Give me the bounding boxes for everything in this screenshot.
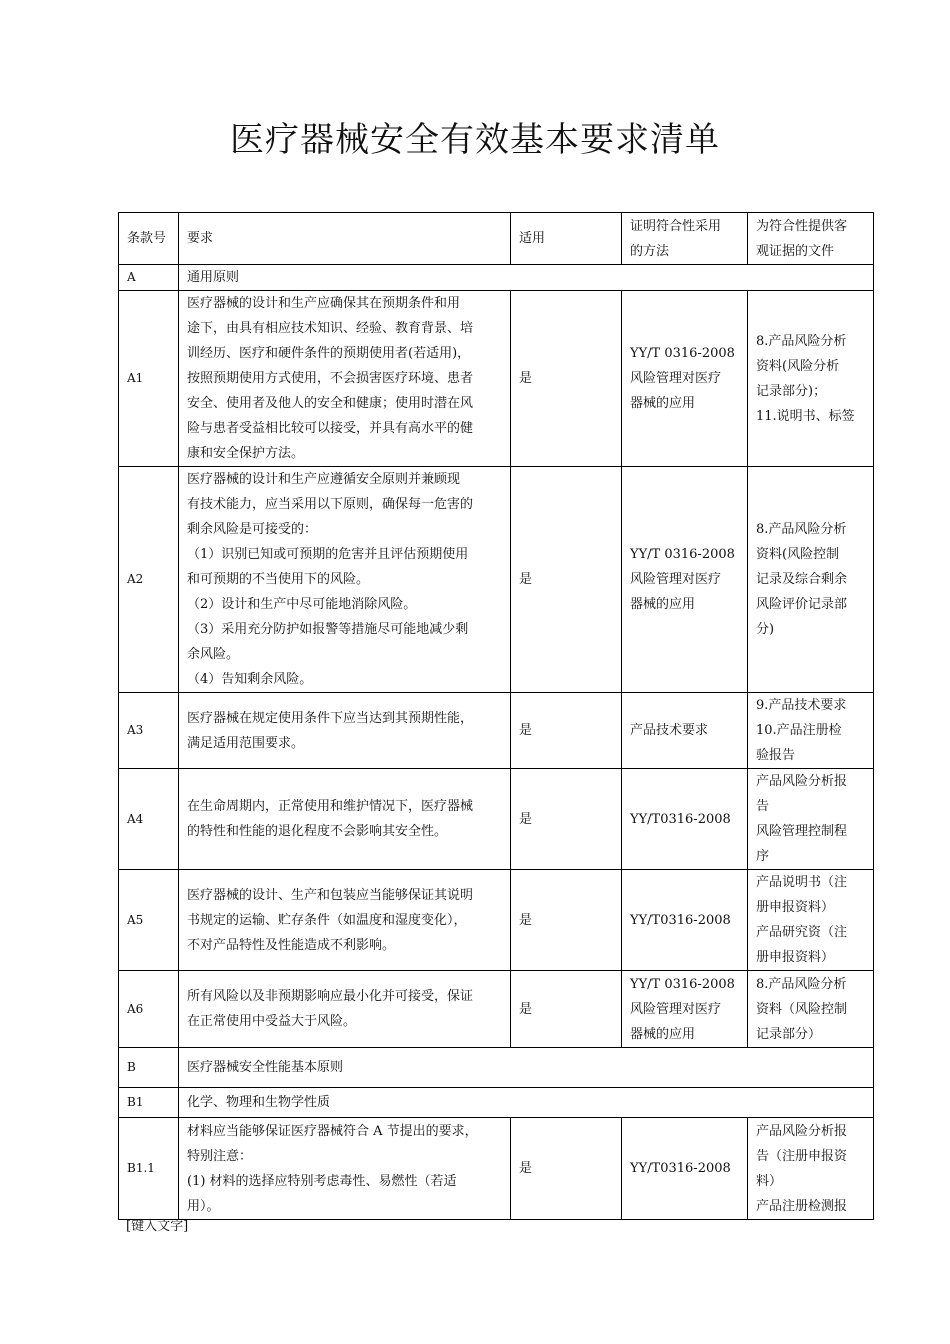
table-row (119, 971, 874, 1048)
page-title: 医疗器械安全有效基本要求清单 (230, 120, 720, 160)
method-text: YY/T0316-2008 (622, 870, 748, 971)
evidence-docs: 9.产品技术要求 10.产品注册检 验报告 (748, 693, 874, 769)
method-text: YY/T 0316-2008 风险管理对医疗 器械的应用 (622, 971, 748, 1048)
clause-code: A4 (119, 769, 179, 870)
applicable-value: 是 (511, 870, 622, 971)
clause-code: A3 (119, 693, 179, 769)
section-code: A (119, 265, 179, 291)
applicable-value: 是 (511, 693, 622, 769)
header-requirement: 要求 (179, 213, 511, 265)
applicable-value: 是 (511, 1118, 622, 1220)
method-text: YY/T0316-2008 (622, 769, 748, 870)
section-code: B1 (119, 1088, 179, 1118)
applicable-value: 是 (511, 971, 622, 1048)
method-text: YY/T0316-2008 (622, 1118, 748, 1220)
table-row (119, 870, 874, 971)
section-row (119, 1048, 874, 1088)
applicable-value: 是 (511, 291, 622, 467)
requirement-text: 医疗器械在规定使用条件下应当达到其预期性能， 满足适用范围要求。 (179, 693, 511, 769)
evidence-docs: 产品风险分析报 告 风险管理控制程 序 (748, 769, 874, 870)
requirement-text: 材料应当能够保证医疗器械符合 A 节提出的要求， 特别注意： (1) 材料的选择应特别考虑毒性、易燃性（若适 用）。 (179, 1118, 511, 1220)
clause-code: A2 (119, 467, 179, 693)
evidence-docs: 产品说明书（注 册申报资料） 产品研究资（注 册申报资料） (748, 870, 874, 971)
header-method: 证明符合性采用 的方法 (622, 213, 748, 265)
table-header-row (119, 213, 874, 265)
section-title: 通用原则 (179, 265, 874, 291)
requirement-text: 所有风险以及非预期影响应最小化并可接受，保证 在正常使用中受益大于风险。 (179, 971, 511, 1048)
clause-code: B1.1 (119, 1118, 179, 1220)
header-docs: 为符合性提供客 观证据的文件 (748, 213, 874, 265)
clause-code: A6 (119, 971, 179, 1048)
requirements-table (118, 212, 874, 1220)
section-row (119, 1088, 874, 1118)
requirement-text: 医疗器械的设计和生产应确保其在预期条件和用 途下，由具有相应技术知识、经验、教育背景、培 训经历、医疗和硬件条件的预期使用者(若适用)， 按照预期使用方式使用，不会损害医疗环境、患者 安全、使用者及他人的安全和健康；使用时潜在风 险与患者受益相比较可以接受，并具有高水平的健 康和安全保护方法。 (179, 291, 511, 467)
requirement-text: 医疗器械的设计和生产应遵循安全原则并兼顾现 有技术能力，应当采用以下原则，确保每一危害的 剩余风险是可接受的： （1）识别已知或可预期的危害并且评估预期使用 和可预期的不当使用下的风险。 （2）设计和生产中尽可能地消除风险。 （3）采用充分防护如报警等措施尽可能地减少剩 余风险。 （4）告知剩余风险。 (179, 467, 511, 693)
method-text: YY/T 0316-2008 风险管理对医疗 器械的应用 (622, 467, 748, 693)
table-row (119, 769, 874, 870)
header-clause: 条款号 (119, 213, 179, 265)
table-row (119, 693, 874, 769)
clause-code: A5 (119, 870, 179, 971)
evidence-docs: 8.产品风险分析 资料（风险控制 记录部分） (748, 971, 874, 1048)
evidence-docs: 8.产品风险分析 资料(风险分析 记录部分)； 11.说明书、标签 (748, 291, 874, 467)
table-row (119, 1118, 874, 1220)
applicable-value: 是 (511, 769, 622, 870)
header-applicable: 适用 (511, 213, 622, 265)
table-row (119, 467, 874, 693)
section-code: B (119, 1048, 179, 1088)
section-title: 化学、物理和生物学性质 (179, 1088, 874, 1118)
clause-code: A1 (119, 291, 179, 467)
table-row (119, 291, 874, 467)
method-text: 产品技术要求 (622, 693, 748, 769)
requirement-text: 医疗器械的设计、生产和包装应当能够保证其说明 书规定的运输、贮存条件（如温度和湿度变化）， 不对产品特性及性能造成不利影响。 (179, 870, 511, 971)
section-title: 医疗器械安全性能基本原则 (179, 1048, 874, 1088)
evidence-docs: 8.产品风险分析 资料(风险控制 记录及综合剩余 风险评价记录部 分) (748, 467, 874, 693)
requirement-text: 在生命周期内，正常使用和维护情况下，医疗器械 的特性和性能的退化程度不会影响其安全性。 (179, 769, 511, 870)
section-row (119, 265, 874, 291)
method-text: YY/T 0316-2008 风险管理对医疗 器械的应用 (622, 291, 748, 467)
page-footer: [键入文字] (126, 1219, 189, 1234)
evidence-docs: 产品风险分析报 告（注册申报资 料） 产品注册检测报 (748, 1118, 874, 1220)
applicable-value: 是 (511, 467, 622, 693)
